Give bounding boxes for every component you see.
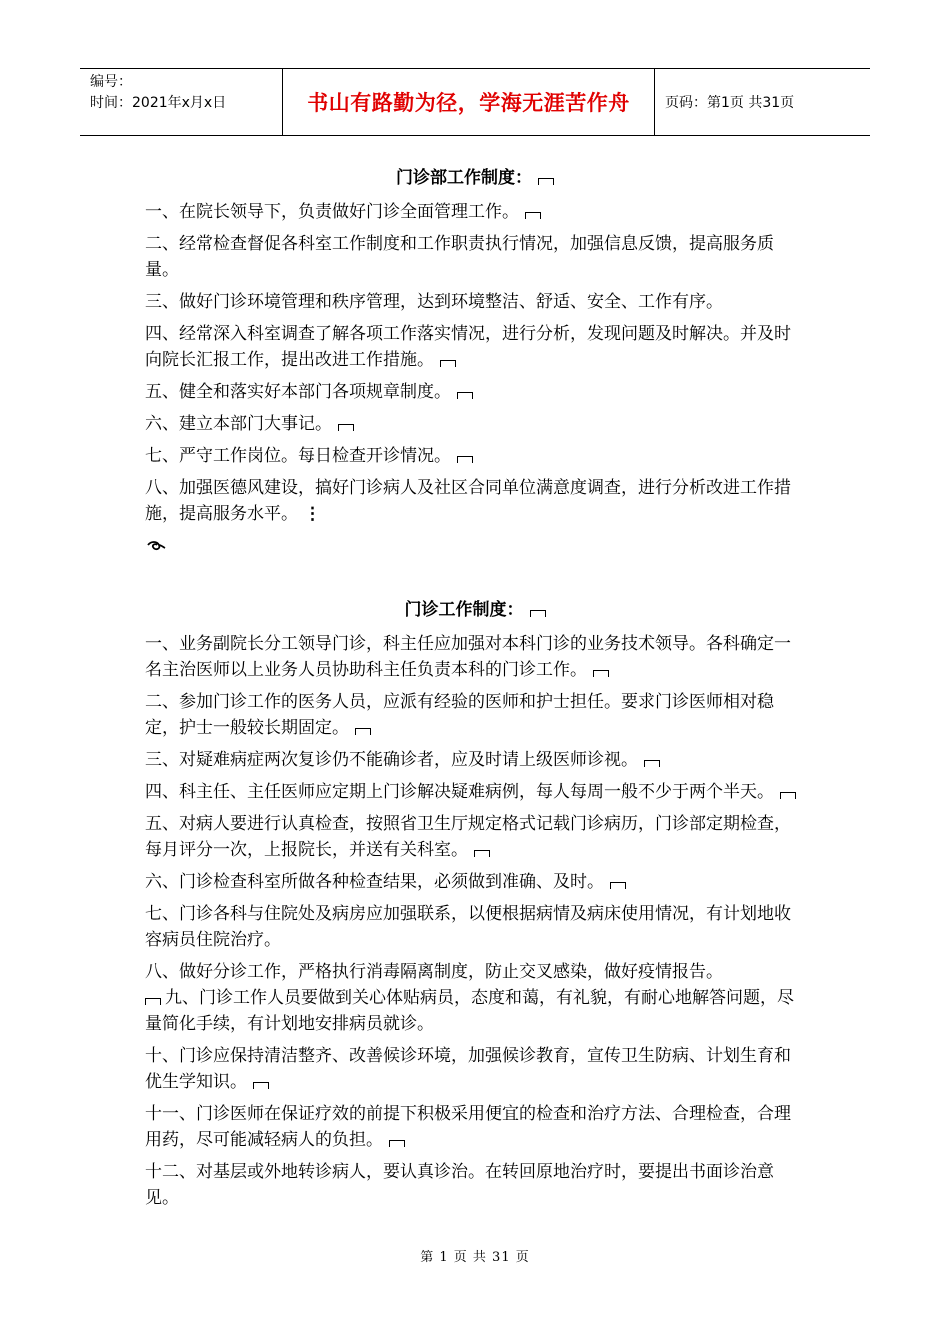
list-item: 十一、门诊医师在保证疗效的前提下积极采用便宜的检查和治疗方法、合理检查，合理用药，尽可能减轻病人的负担。: [145, 1104, 791, 1150]
document-header: [80, 68, 870, 136]
list-item: 十、门诊应保持清洁整齐、改善候诊环境，加强候诊教育，宣传卫生防病、计划生育和优生学知识。: [145, 1046, 791, 1092]
paragraph-mark-icon: [253, 1082, 269, 1089]
header-meta: [80, 69, 283, 135]
paragraph-mark-icon: [530, 610, 546, 617]
header-page-code: 页码：第1页 共31页: [665, 95, 795, 111]
list-item: 四、科主任、主任医师应定期上门诊解决疑难病例，每人每周一般不少于两个半天。: [145, 779, 805, 805]
paragraph-mark-icon: [610, 882, 626, 889]
paragraph-mark-icon: [538, 178, 554, 185]
ellipsis-mark: ⋮: [304, 504, 321, 524]
list-item: 六、建立本部门大事记。: [145, 411, 805, 437]
list-item: 八、做好分诊工作，严格执行消毒隔离制度，防止交叉感染，做好疫情报告。 九、门诊工作人员要做到关心体贴病员，态度和蔼，有礼貌，有耐心地解答问题，尽量简化手续，有计划地安排病员就诊。: [145, 962, 794, 1034]
list-item: 三、做好门诊环境管理和秩序管理，达到环境整洁、舒适、安全、工作有序。: [145, 292, 723, 312]
list-item: 一、业务副院长分工领导门诊，科主任应加强对本科门诊的业务技术领导。各科确定一名主治医师以上业务人员协助科主任负责本科的门诊工作。: [145, 634, 791, 680]
list-item: 七、严守工作岗位。每日检查开诊情况。: [145, 443, 805, 469]
list-item: 六、门诊检查科室所做各种检查结果，必须做到准确、及时。: [145, 869, 805, 895]
list-item: 一、在院长领导下，负责做好门诊全面管理工作。: [145, 199, 805, 225]
paragraph-mark-icon: [457, 392, 473, 399]
time-label: 时间：2021年x月x日: [90, 95, 227, 111]
list-item: 五、健全和落实好本部门各项规章制度。: [145, 379, 805, 405]
list-item: 三、对疑难病症两次复诊仍不能确诊者，应及时请上级医师诊视。: [145, 747, 805, 773]
list-item: 八、加强医德风建设，搞好门诊病人及社区合同单位满意度调查，进行分析改进工作措施，提高服务水平。 ⋮: [145, 478, 791, 524]
paragraph-mark-icon: [355, 728, 371, 735]
list-item: 二、经常检查督促各科室工作制度和工作职责执行情况，加强信息反馈，提高服务质量。: [145, 234, 774, 280]
section-title: 门诊部工作制度：: [145, 165, 805, 191]
paragraph-mark-icon: [440, 360, 456, 367]
page-footer: 第 1 页 共 31 页: [420, 1250, 530, 1265]
paragraph-mark-icon: [593, 670, 609, 677]
list-item: 五、对病人要进行认真检查，按照省卫生厅规定格式记载门诊病历，门诊部定期检查，每月评分一次，上报院长，并送有关科室。: [145, 814, 791, 860]
section-title: 门诊工作制度：: [145, 597, 805, 623]
paragraph-mark-icon: [145, 998, 161, 1005]
document-body: [145, 165, 805, 1217]
paragraph-mark-icon: [644, 760, 660, 767]
paragraph-mark-icon: [525, 212, 541, 219]
paragraph-mark-icon: [780, 792, 796, 799]
anchor-swirl-icon: [145, 533, 169, 563]
header-motto: 书山有路勤为径，学海无涯苦作舟: [283, 69, 655, 135]
paragraph-mark-icon: [474, 850, 490, 857]
paragraph-mark-icon: [457, 456, 473, 463]
paragraph-mark-icon: [338, 424, 354, 431]
list-item: 四、经常深入科室调查了解各项工作落实情况，进行分析，发现问题及时解决。并及时向院长汇报工作，提出改进工作措施。: [145, 324, 791, 370]
list-item: 七、门诊各科与住院处及病房应加强联系，以便根据病情及病床使用情况，有计划地收容病员住院治疗。: [145, 904, 791, 950]
paragraph-mark-icon: [389, 1140, 405, 1147]
list-item: 十二、对基层或外地转诊病人，要认真诊治。在转回原地治疗时，要提出书面诊治意见。: [145, 1162, 774, 1208]
number-label: 编号：: [90, 74, 132, 90]
list-item: 二、参加门诊工作的医务人员，应派有经验的医师和护士担任。要求门诊医师相对稳定，护士一般较长期固定。: [145, 692, 774, 738]
